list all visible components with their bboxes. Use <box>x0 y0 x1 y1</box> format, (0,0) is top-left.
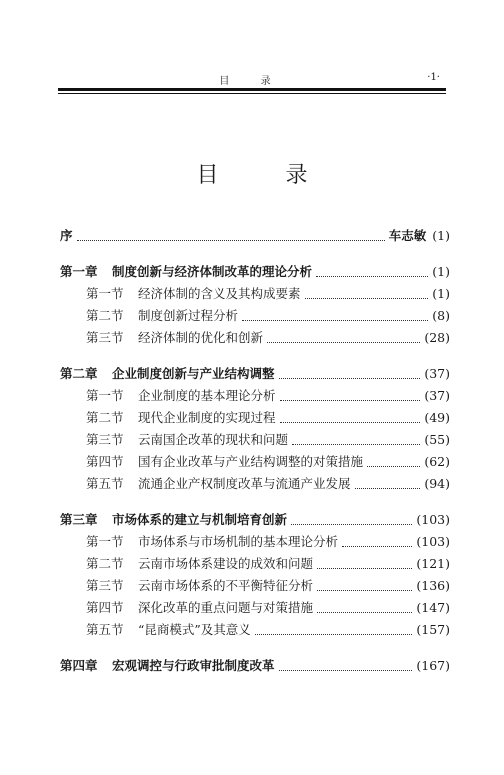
section-title: 云南市场体系的不平衡特征分析 <box>138 578 314 593</box>
preface-author: 车志敏 <box>388 228 427 243</box>
leader-dots <box>77 230 385 241</box>
running-head-page-number: ·1· <box>427 72 440 83</box>
chapter-number: 第一章 <box>60 264 98 279</box>
chapter-title: 宏观调控与行政审批制度改革 <box>112 658 275 673</box>
section-page: (94) <box>424 476 450 491</box>
toc-section-row[interactable] <box>60 473 450 495</box>
toc-section-row[interactable] <box>60 429 450 451</box>
header-rule-thick <box>58 88 446 91</box>
preface-page: (1) <box>432 228 450 243</box>
toc-chapter-row[interactable] <box>60 261 450 283</box>
leader-dots <box>280 412 421 423</box>
section-number: 第二节 <box>86 308 124 323</box>
section-title: 国有企业改革与产业结构调整的对策措施 <box>138 454 364 469</box>
section-page: (8) <box>432 308 450 323</box>
toc-section-row[interactable] <box>60 407 450 429</box>
toc-section-row[interactable] <box>60 305 450 327</box>
chapter-page: (1) <box>432 264 450 279</box>
chapter-page: (167) <box>416 658 450 673</box>
leader-dots <box>317 602 412 613</box>
leader-dots <box>292 434 420 445</box>
running-head <box>58 72 446 86</box>
section-number: 第三节 <box>86 578 124 593</box>
toc-chapter-row[interactable] <box>60 363 450 385</box>
toc-section-row[interactable] <box>60 553 450 575</box>
section-title: 制度创新过程分析 <box>138 308 239 323</box>
preface-label: 序 <box>60 228 73 243</box>
section-title: 现代企业制度的实现过程 <box>138 410 276 425</box>
toc-section-row[interactable] <box>60 283 450 305</box>
section-title: 经济体制的优化和创新 <box>138 330 264 345</box>
toc-section-row[interactable] <box>60 619 450 641</box>
section-title: 云南国企改革的现状和问题 <box>138 432 289 447</box>
section-number: 第四节 <box>86 600 124 615</box>
section-title: 企业制度的基本理论分析 <box>138 388 276 403</box>
toc-chapter-row[interactable] <box>60 655 450 677</box>
section-number: 第二节 <box>86 556 124 571</box>
leader-dots <box>279 660 413 671</box>
section-number: 第一节 <box>86 286 124 301</box>
section-page: (103) <box>416 534 450 549</box>
section-number: 第三节 <box>86 432 124 447</box>
section-page: (37) <box>424 388 450 403</box>
section-number: 第四节 <box>86 454 124 469</box>
section-page: (49) <box>424 410 450 425</box>
section-number: 第一节 <box>86 388 124 403</box>
leader-dots <box>355 478 421 489</box>
section-page: (147) <box>416 600 450 615</box>
chapter-number: 第三章 <box>60 512 98 527</box>
leader-dots <box>317 580 412 591</box>
leader-dots <box>255 624 413 635</box>
leader-dots <box>242 310 428 321</box>
section-page: (55) <box>424 432 450 447</box>
toc-chapter-row[interactable] <box>60 509 450 531</box>
toc-section-row[interactable] <box>60 597 450 619</box>
section-page: (1) <box>432 286 450 301</box>
running-head-title: 目 录 <box>219 76 285 87</box>
section-page: (157) <box>416 622 450 637</box>
chapter-page: (37) <box>424 366 450 381</box>
section-number: 第五节 <box>86 476 124 491</box>
toc-section-row[interactable] <box>60 385 450 407</box>
chapter-number: 第二章 <box>60 366 98 381</box>
section-title: 深化改革的重点问题与对策措施 <box>138 600 314 615</box>
section-page: (28) <box>424 330 450 345</box>
header-rule-thin <box>58 93 446 94</box>
section-title: 经济体制的含义及其构成要素 <box>138 286 301 301</box>
table-of-contents <box>60 225 450 677</box>
toc-section-row[interactable] <box>60 451 450 473</box>
section-number: 第二节 <box>86 410 124 425</box>
chapter-title: 市场体系的建立与机制培育创新 <box>112 512 288 527</box>
leader-dots <box>305 288 429 299</box>
section-title: 云南市场体系建设的成效和问题 <box>138 556 314 571</box>
section-page: (62) <box>424 454 450 469</box>
toc-section-row[interactable] <box>60 575 450 597</box>
chapter-number: 第四章 <box>60 658 98 673</box>
chapter-page: (103) <box>416 512 450 527</box>
chapter-title: 企业制度创新与产业结构调整 <box>112 366 275 381</box>
leader-dots <box>342 536 412 547</box>
toc-section-row[interactable] <box>60 531 450 553</box>
toc-preface-row[interactable] <box>60 225 450 247</box>
leader-dots <box>279 368 421 379</box>
leader-dots <box>367 456 420 467</box>
leader-dots <box>280 390 421 401</box>
section-number: 第一节 <box>86 534 124 549</box>
section-title: 流通企业产权制度改革与流通产业发展 <box>138 476 351 491</box>
chapter-title: 制度创新与经济体制改革的理论分析 <box>112 264 313 279</box>
section-number: 第三节 <box>86 330 124 345</box>
toc-chapters <box>60 261 450 677</box>
section-page: (136) <box>416 578 450 593</box>
toc-section-row[interactable] <box>60 327 450 349</box>
section-title: 市场体系与市场机制的基本理论分析 <box>138 534 339 549</box>
section-number: 第五节 <box>86 622 124 637</box>
page-title: 目 录 <box>196 163 338 188</box>
section-page: (121) <box>416 556 450 571</box>
section-title: “昆商模式”及其意义 <box>138 622 251 637</box>
leader-dots <box>291 514 412 525</box>
leader-dots <box>267 332 420 343</box>
leader-dots <box>316 266 428 277</box>
leader-dots <box>317 558 412 569</box>
